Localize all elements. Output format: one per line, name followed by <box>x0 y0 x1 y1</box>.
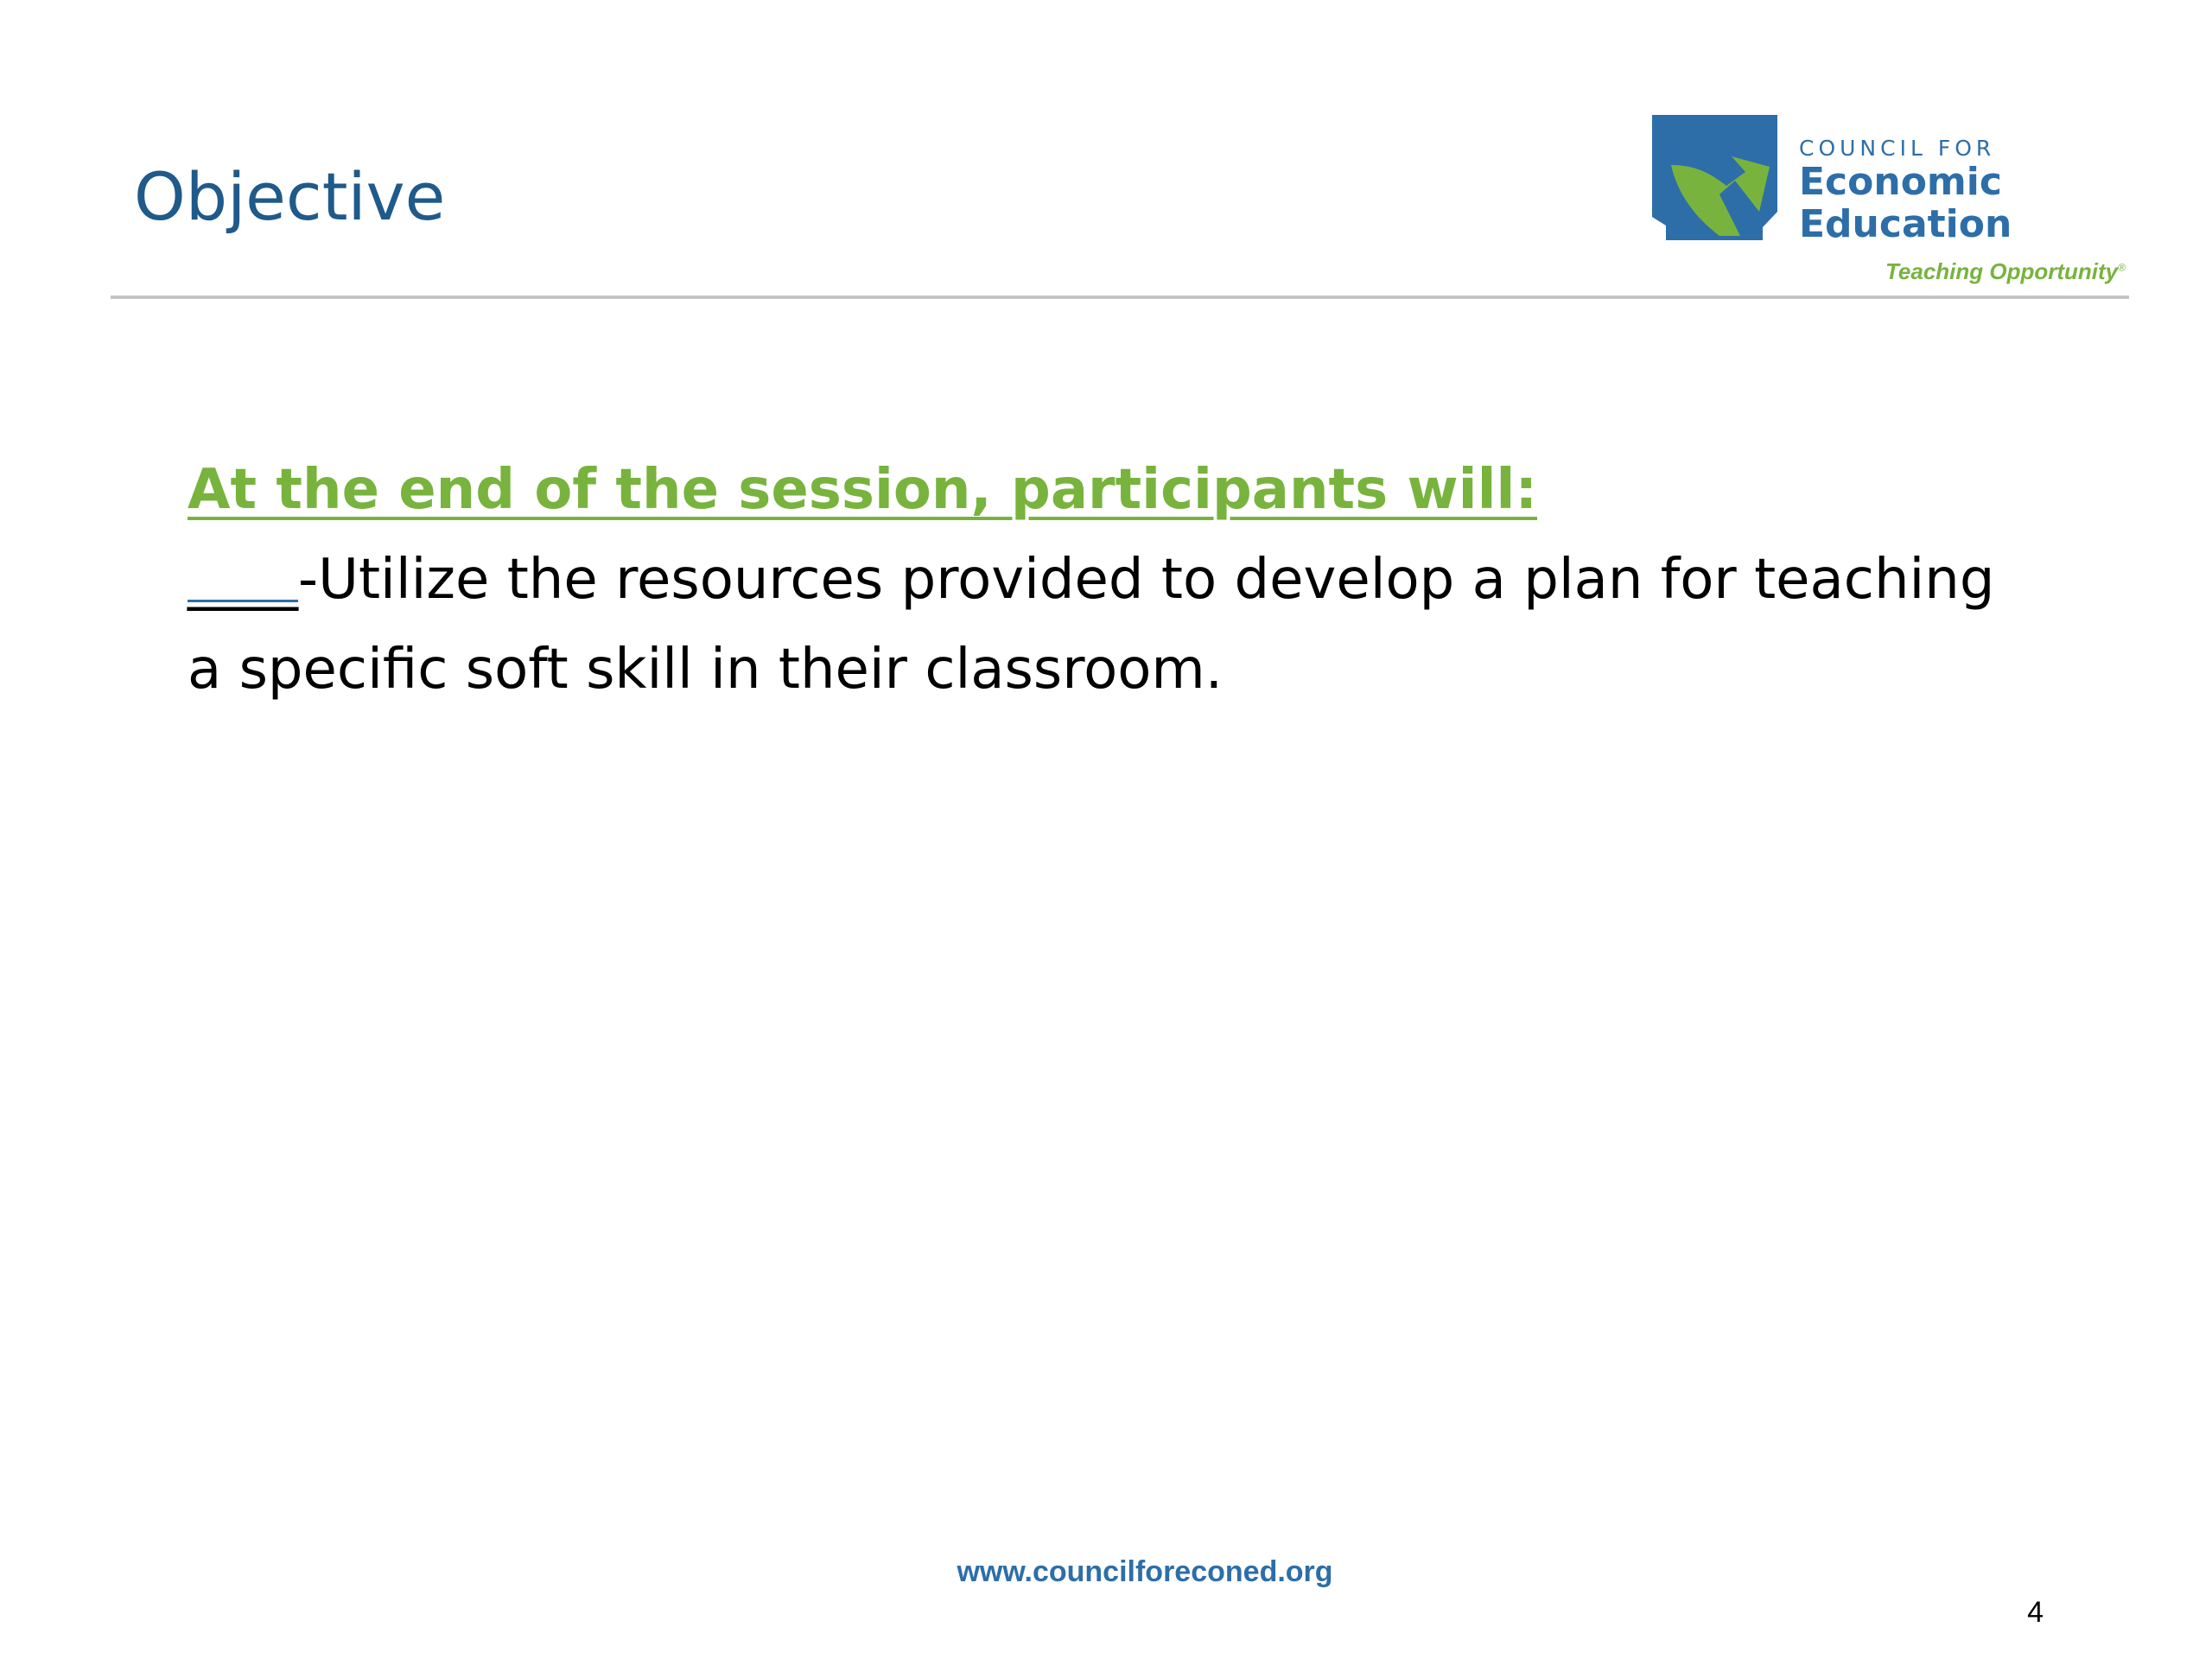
logo-tagline <box>1885 258 2126 285</box>
logo-text-council-for: COUNCIL FOR <box>1799 136 1996 161</box>
council-logo <box>1652 115 2136 301</box>
objective-body <box>188 445 2019 715</box>
title-divider <box>111 296 2129 299</box>
objective-item <box>188 535 2019 715</box>
logo-text-education: Education <box>1799 202 2012 246</box>
logo-tagline-text: Teaching Opportunity <box>1885 258 2119 284</box>
objective-heading: At the end of the session, participants will: <box>188 458 1538 522</box>
page-number: 4 <box>2027 1596 2044 1629</box>
slide-title: Objective <box>134 158 446 235</box>
footer-website-link[interactable]: www.councilforeconed.org <box>957 1555 1333 1588</box>
registered-mark: ® <box>2118 261 2126 274</box>
logo-text-economic: Economic <box>1799 160 2002 204</box>
council-logo-mark-icon <box>1652 115 1777 240</box>
objective-blank: ____ <box>188 548 298 612</box>
objective-text: -Utilize the resources provided to develop a plan for teaching a specific soft skill in their classroom. <box>188 548 1995 702</box>
